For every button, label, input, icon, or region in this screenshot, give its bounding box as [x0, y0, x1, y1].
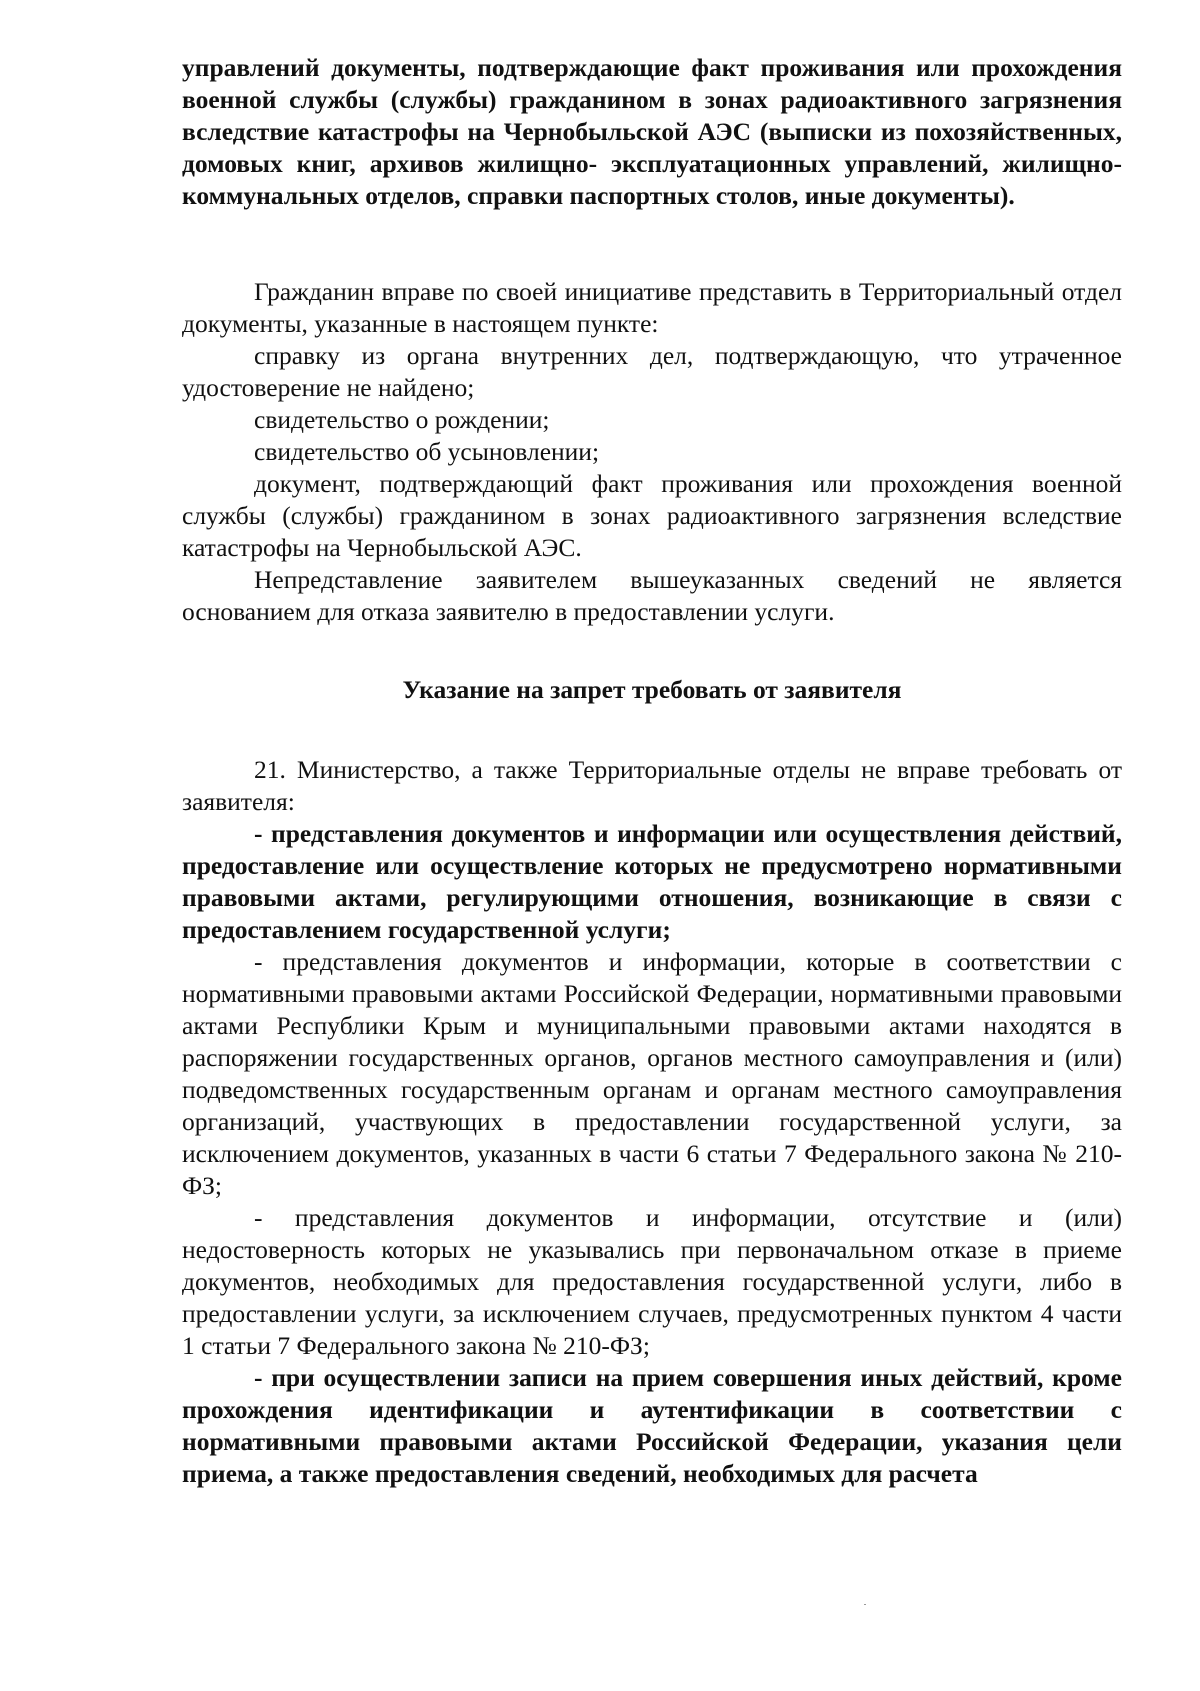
top-paragraph-line: прохождения военной службы (службы) гражданином в зонах: [182, 53, 1122, 114]
section-heading: Указание на запрет требовать от заявителя: [402, 675, 902, 704]
clause-21-item: - представления документов и информации, отсутствие и (или) недостоверность которых не указывались при первоначальном отказе в приеме документов, необходимых для предоставления государственной услуги, либо в предоставлении услуги, за исключением случаев, предусмотренных пунктом 4 части 1 статьи 7 Федерального закона № 210-ФЗ;: [182, 1203, 1122, 1360]
clause-21-item: - представления документов и информации, которые в соответствии с нормативными правовыми актами Российской Федерации, нормативными правовыми актами Республики Крым и муниципальными правовыми актами находятся в распоряжении государственных органов, органов местного самоуправления и (или) подведомственных государственным органам и органам местного самоуправления организаций, участвующих в предоставлении государственной услуги, за исключением документов, указанных в части 6 статьи 7 Федерального закона № 210-ФЗ;: [182, 947, 1122, 1200]
voluntary-item: документ, подтверждающий факт проживания или прохождения военной службы (службы) гражданином в зонах радиоактивного загрязнения вследствие катастрофы на Чернобыльской АЭС.: [182, 469, 1122, 562]
voluntary-section: [182, 276, 1122, 628]
top-paragraph: [182, 52, 1122, 212]
clause-21-intro: 21. Министерство, а также Территориальные отделы не вправе требовать от заявителя:: [182, 755, 1122, 816]
scan-speck: [864, 1604, 866, 1605]
clause-21-item: - при осуществлении записи на прием совершения иных действий, кроме прохождения идентификации и аутентификации в соответствии с нормативными правовыми актами Российской Федерации, указания цели приема, а также предоставления сведений, необходимых для расчета: [182, 1363, 1122, 1488]
voluntary-item: свидетельство о рождении;: [254, 405, 550, 434]
top-paragraph-line: паспортных столов, иные документы).: [569, 181, 1015, 210]
clause-21: [182, 754, 1122, 1490]
top-paragraph-line: эксплуатационных управлений, жилищно-коммунальных отделов, справки: [182, 149, 1122, 210]
voluntary-item: свидетельство об усыновлении;: [254, 437, 600, 466]
clause-21-item: - представления документов и информации или осуществления действий, предоставление или осуществление которых не предусмотрено нормативными правовыми актами, регулирующими отношения, возникающие в связи с предоставлением государственной услуги;: [182, 819, 1122, 944]
top-paragraph-line: управлений документы, подтверждающие факт проживания или: [182, 53, 960, 82]
top-paragraph-line: радиоактивного загрязнения вследствие катастрофы на Чернобыльской АЭС: [182, 85, 1122, 146]
section-heading-block: [182, 674, 1122, 706]
voluntary-item: справку из органа внутренних дел, подтверждающую, что утраченное удостоверение не найдено;: [182, 341, 1122, 402]
voluntary-intro: Гражданин вправе по своей инициативе представить в Территориальный отдел документы, указанные в настоящем пункте:: [182, 277, 1122, 338]
top-paragraph-line: (выписки из похозяйственных, домовых книг, архивов жилищно-: [182, 117, 1123, 178]
voluntary-note: Непредставление заявителем вышеуказанных сведений не является основанием для отказа заявителю в предоставлении услуги.: [182, 565, 1122, 626]
top-paragraph-text: [182, 52, 1122, 212]
